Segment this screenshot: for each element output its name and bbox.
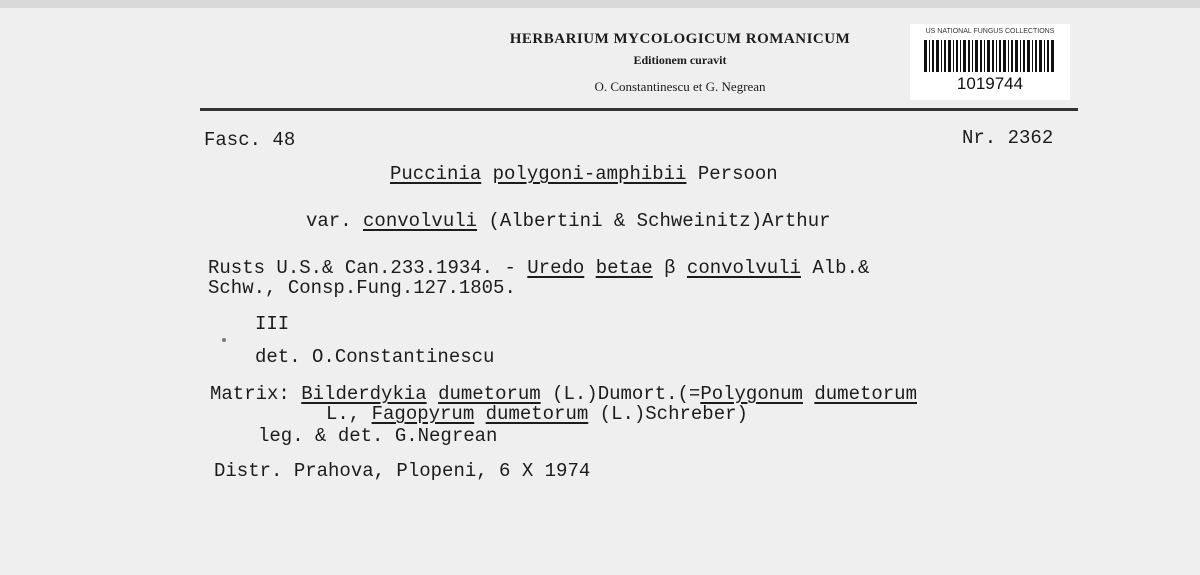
species-genus: Puccinia bbox=[390, 163, 482, 185]
spore-stage: III bbox=[255, 313, 290, 335]
herbarium-subtitle: Editionem curavit bbox=[633, 53, 727, 67]
matrix-author: (L.)Dumort.(= bbox=[552, 383, 701, 405]
matrix-label: Matrix: bbox=[210, 383, 290, 405]
determiner: det. O.Constantinescu bbox=[255, 346, 495, 368]
distribution: Distr. Prahova, Plopeni, 6 X 1974 bbox=[214, 460, 591, 482]
matrix-line-2 bbox=[326, 402, 748, 426]
reference-authors: Alb.& bbox=[812, 257, 870, 279]
barcode-icon bbox=[924, 40, 1056, 72]
matrix-synonym-genus: Polygonum bbox=[700, 383, 803, 405]
fascicle-number: Fasc. 48 bbox=[204, 129, 296, 151]
matrix-l: L., bbox=[326, 403, 372, 425]
reference-line-2: Schw., Consp.Fung.127.1805. bbox=[208, 277, 516, 299]
matrix-fagopyrum-epithet: dumetorum bbox=[485, 403, 589, 425]
collector: leg. & det. G.Negrean bbox=[258, 425, 498, 447]
barcode-collection-label: US NATIONAL FUNGUS COLLECTIONS bbox=[925, 28, 1055, 35]
species-epithet: polygoni-amphibii bbox=[492, 163, 687, 185]
matrix-genus: Bilderdykia bbox=[301, 383, 427, 405]
matrix-fagopyrum-author: (L.)Schreber) bbox=[599, 403, 748, 425]
herbarium-editors: O. Constantinescu et G. Negrean bbox=[594, 79, 766, 94]
variety-name bbox=[306, 209, 831, 233]
reference-betae: betae bbox=[595, 257, 653, 279]
barcode-number: 1019744 bbox=[956, 74, 1024, 93]
variety-prefix: var. bbox=[306, 210, 352, 232]
matrix-synonym-epithet: dumetorum bbox=[814, 383, 917, 405]
species-author: Persoon bbox=[697, 163, 778, 185]
header-divider bbox=[200, 108, 1078, 111]
variety-author: (Albertini & Schweinitz)Arthur bbox=[488, 210, 831, 232]
variety-epithet: convolvuli bbox=[363, 210, 478, 232]
reference-citation: Rusts U.S.& Can.233.1934. - bbox=[208, 257, 528, 279]
matrix-fagopyrum: Fagopyrum bbox=[371, 403, 475, 425]
speck bbox=[222, 338, 226, 342]
reference-uredo: Uredo bbox=[527, 257, 585, 279]
herbarium-title: HERBARIUM MYCOLOGICUM ROMANICUM bbox=[509, 31, 851, 47]
reference-convolvuli: convolvuli bbox=[686, 257, 801, 279]
label-header bbox=[430, 28, 930, 104]
top-edge bbox=[0, 0, 1200, 8]
specimen-number: Nr. 2362 bbox=[962, 127, 1054, 149]
reference-beta: β bbox=[664, 257, 676, 279]
species-name bbox=[390, 162, 778, 186]
matrix-epithet: dumetorum bbox=[438, 383, 541, 405]
barcode-sticker bbox=[910, 24, 1070, 100]
